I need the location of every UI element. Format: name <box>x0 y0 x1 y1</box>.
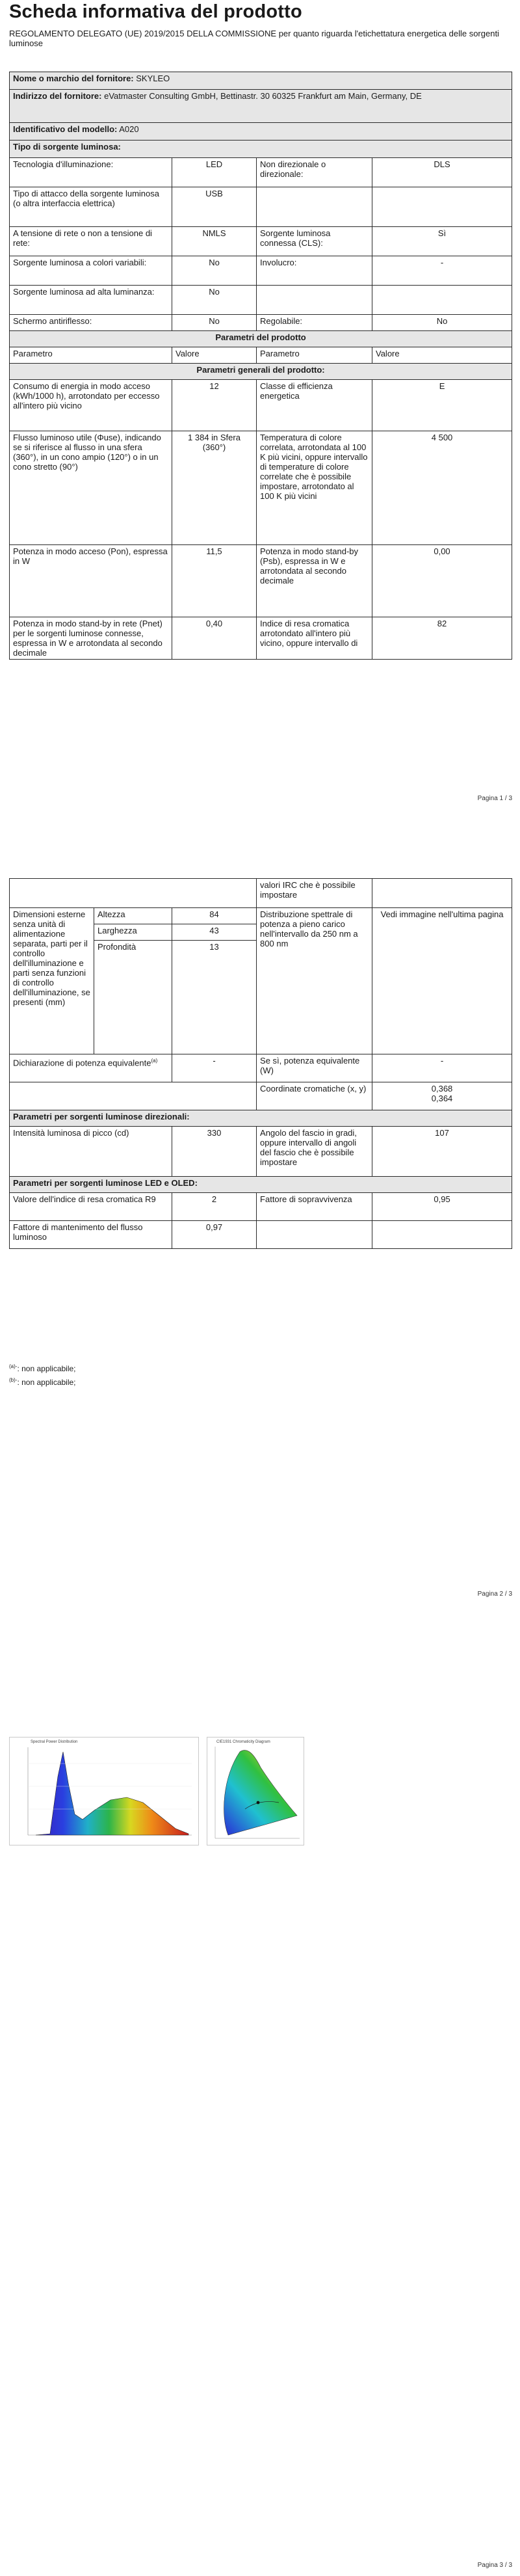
cri-value: 82 <box>372 617 512 660</box>
luminous-flux-value: 1 384 in Sfera (360°) <box>172 431 257 545</box>
cls-label: Sorgente luminosa connessa (CLS): <box>257 227 372 256</box>
product-info-table <box>9 72 512 660</box>
mains-label: A tensione di rete o non a tensione di rete: <box>10 227 172 256</box>
high-luminance-empty-label <box>257 286 372 315</box>
general-params-heading: Parametri generali del prodotto: <box>10 364 512 380</box>
cls-value: Sì <box>372 227 512 256</box>
equivalent-power-watts-value: - <box>372 1054 512 1082</box>
footnote-a-text: : non applicabile; <box>17 1364 76 1373</box>
lighting-tech-value: LED <box>172 158 257 187</box>
cap-type-label: Tipo di attacco della sorgente luminosa (o altra interfaccia elettrica) <box>10 187 172 227</box>
supplier-address-row <box>10 90 512 123</box>
page-3 <box>0 1639 520 2576</box>
equivalent-power-label-text: Dichiarazione di potenza equivalente <box>13 1058 151 1068</box>
equivalent-power-label <box>10 1054 172 1082</box>
anti-glare-value: No <box>172 315 257 331</box>
r9-value: 2 <box>172 1193 257 1221</box>
lumen-maintenance-label: Fattore di mantenimento del flusso luminoso <box>10 1221 172 1249</box>
chromaticity-y: 0,364 <box>431 1093 453 1103</box>
high-luminance-label: Sorgente luminosa ad alta luminanza: <box>10 286 172 315</box>
model-id-value: A020 <box>119 124 139 134</box>
source-type-heading: Tipo di sorgente luminosa: <box>10 141 512 158</box>
spectral-distribution-figure <box>9 1737 199 1845</box>
cri-continuation-empty <box>10 879 257 908</box>
network-standby-label: Potenza in modo stand-by in rete (Pnet) per le sorgenti luminose connesse, espressa in W e arrotondata al secondo decimale <box>10 617 172 660</box>
spectral-distribution-value: Vedi immagine nell'ultima pagina <box>372 908 512 1054</box>
dimensions-label: Dimensioni esterne senza unità di alimentazione separata, parti per il controllo dell'illuminazione e parti senza funzioni di controllo dell'illuminazione, se presenti (mm) <box>10 908 94 1054</box>
envelope-value: - <box>372 256 512 286</box>
col-header-value-1: Valore <box>172 347 257 364</box>
footnote-b <box>9 1375 76 1388</box>
equivalent-power-value: - <box>172 1054 257 1082</box>
peak-intensity-label: Intensità luminosa di picco (cd) <box>10 1127 172 1177</box>
beam-angle-value: 107 <box>372 1127 512 1177</box>
efficiency-class-value: E <box>372 380 512 431</box>
spectrum-graph <box>10 1737 198 1845</box>
directional-params-heading: Parametri per sorgenti luminose direzionali: <box>10 1110 512 1127</box>
chromaticity-label: Coordinate cromatiche (x, y) <box>257 1082 372 1110</box>
lighting-tech-label: Tecnologia d'illuminazione: <box>10 158 172 187</box>
efficiency-class-label: Classe di efficienza energetica <box>257 380 372 431</box>
footnote-b-text: : non applicabile; <box>17 1378 76 1387</box>
on-mode-power-value: 11,5 <box>172 545 257 617</box>
lumen-maintenance-value: 0,97 <box>172 1221 257 1249</box>
dimension-height-value: 84 <box>172 908 257 924</box>
cct-label: Temperatura di colore correlata, arrotondata al 100 K più vicini, oppure intervallo di temperature di colore correlate che è possibile impostare, arrotondato al 100 K più vicini <box>257 431 372 545</box>
peak-intensity-value: 330 <box>172 1127 257 1177</box>
footnote-a <box>9 1361 76 1375</box>
cap-type-value: USB <box>172 187 257 227</box>
dimmable-value: No <box>372 315 512 331</box>
lumen-maintenance-empty-value <box>372 1221 512 1249</box>
spectrum-curve <box>36 1752 188 1835</box>
envelope-label: Involucro: <box>257 256 372 286</box>
led-oled-params-heading: Parametri per sorgenti luminose LED e OLED: <box>10 1177 512 1193</box>
dimension-width-value: 43 <box>172 924 257 941</box>
chromaticity-value <box>372 1082 512 1110</box>
chromaticity-point <box>257 1801 260 1805</box>
energy-consumption-value: 12 <box>172 380 257 431</box>
cap-type-empty-value <box>372 187 512 227</box>
network-standby-value: 0,40 <box>172 617 257 660</box>
supplier-name-label: Nome o marchio del fornitore: <box>13 74 134 83</box>
col-header-value-2: Valore <box>372 347 512 364</box>
spectral-distribution-label: Distribuzione spettrale di potenza a pieno carico nell'intervallo da 250 nm a 800 nm <box>257 908 372 1054</box>
page-number: Pagina 1 / 3 <box>477 795 512 802</box>
equivalent-power-footnote-mark: (a) <box>151 1058 158 1064</box>
luminous-flux-label: Flusso luminoso utile (Φuse), indicando se si riferisce al flusso in una sfera (360°), in un cono ampio (120°) o in un cono stretto (90°) <box>10 431 172 545</box>
dimension-width-label: Larghezza <box>94 924 172 941</box>
page-number: Pagina 3 / 3 <box>477 2562 512 2569</box>
supplier-name-row <box>10 72 512 90</box>
footnote-b-mark: (b)- <box>9 1377 18 1383</box>
product-info-table-continued <box>9 878 512 1249</box>
page-1 <box>0 0 520 813</box>
document-title: Scheda informativa del prodotto <box>9 1 302 22</box>
regulation-subtitle: REGOLAMENTO DELEGATO (UE) 2019/2015 DELLA COMMISSIONE per quanto riguarda l'etichettatura energetica delle sorgenti luminose <box>9 29 499 48</box>
r9-label: Valore dell'indice di resa cromatica R9 <box>10 1193 172 1221</box>
footnote-a-mark: (a)- <box>9 1363 18 1369</box>
survival-factor-label: Fattore di sopravvivenza <box>257 1193 372 1221</box>
on-mode-power-label: Potenza in modo acceso (Pon), espressa in W <box>10 545 172 617</box>
dimension-depth-value: 13 <box>172 941 257 1054</box>
product-params-heading: Parametri del prodotto <box>10 331 512 347</box>
cct-value: 4 500 <box>372 431 512 545</box>
dimension-height-label: Altezza <box>94 908 172 924</box>
cie-gamut <box>224 1750 297 1835</box>
cie-diagram <box>207 1737 304 1845</box>
anti-glare-label: Schermo antiriflesso: <box>10 315 172 331</box>
chromaticity-x: 0,368 <box>431 1084 453 1093</box>
cri-label: Indice di resa cromatica arrotondato all'intero più vicino, oppure intervallo di <box>257 617 372 660</box>
footnotes <box>9 1361 76 1388</box>
supplier-address-label: Indirizzo del fornitore: <box>13 91 102 101</box>
page-number: Pagina 2 / 3 <box>477 1590 512 1598</box>
supplier-name-value: SKYLEO <box>136 74 170 83</box>
high-luminance-empty-value <box>372 286 512 315</box>
model-id-row <box>10 123 512 141</box>
cap-type-empty-label <box>257 187 372 227</box>
col-header-param-1: Parametro <box>10 347 172 364</box>
cri-continuation-label: valori IRC che è possibile impostare <box>257 879 372 908</box>
survival-factor-value: 0,95 <box>372 1193 512 1221</box>
colour-tunable-value: No <box>172 256 257 286</box>
high-luminance-value: No <box>172 286 257 315</box>
page-2 <box>0 813 520 1639</box>
beam-angle-label: Angolo del fascio in gradi, oppure intervallo di angoli del fascio che è possibile impostare <box>257 1127 372 1177</box>
standby-power-value: 0,00 <box>372 545 512 617</box>
dimension-depth-label: Profondità <box>94 941 172 1054</box>
energy-consumption-label: Consumo di energia in modo acceso (kWh/1000 h), arrotondato per eccesso all'intero più vicino <box>10 380 172 431</box>
standby-power-label: Potenza in modo stand-by (Psb), espressa in W e arrotondata al secondo decimale <box>257 545 372 617</box>
spectrum-title: Spectral Power Distribution <box>31 1740 78 1744</box>
cri-continuation-value <box>372 879 512 908</box>
cie-chromaticity-figure <box>207 1737 304 1845</box>
dimmable-label: Regolabile: <box>257 315 372 331</box>
mains-value: NMLS <box>172 227 257 256</box>
lumen-maintenance-empty-label <box>257 1221 372 1249</box>
model-id-label: Identificativo del modello: <box>13 124 118 134</box>
directional-value: DLS <box>372 158 512 187</box>
colour-tunable-label: Sorgente luminosa a colori variabili: <box>10 256 172 286</box>
cie-title: CIE1931 Chromaticity Diagram <box>216 1740 270 1744</box>
directional-label: Non direzionale o direzionale: <box>257 158 372 187</box>
equivalent-power-watts-label: Se sì, potenza equivalente (W) <box>257 1054 372 1082</box>
chromaticity-empty <box>10 1082 257 1110</box>
supplier-address-value: eVatmaster Consulting GmbH, Bettinastr. 30 60325 Frankfurt am Main, Germany, DE <box>104 91 422 101</box>
col-header-param-2: Parametro <box>257 347 372 364</box>
